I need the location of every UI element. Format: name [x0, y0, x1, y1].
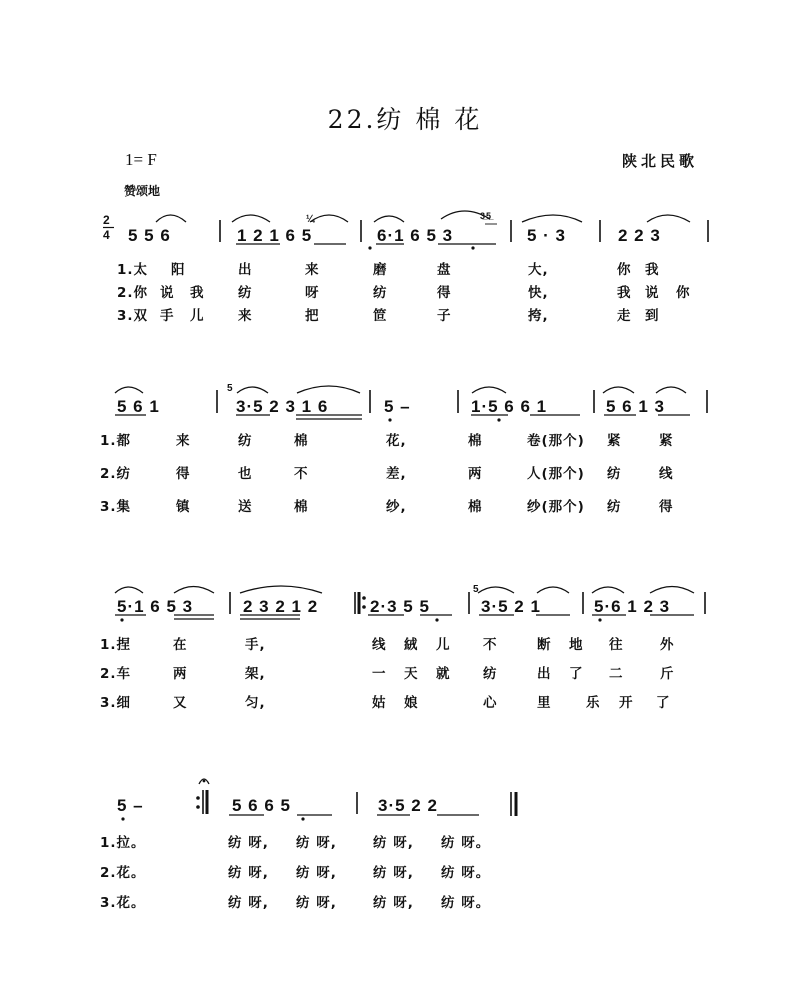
- lyric: 棉: [468, 499, 483, 515]
- slur: [115, 387, 143, 393]
- lyric: 姑: [372, 695, 387, 711]
- lyric: 了: [656, 695, 671, 711]
- lyric: 纺 呀,: [228, 835, 269, 851]
- slur: [156, 215, 186, 222]
- lyric: 纺: [483, 666, 498, 682]
- lyric: 我: [190, 285, 205, 301]
- slur: [592, 587, 624, 593]
- time-signature-bottom: 4: [103, 228, 111, 242]
- lyric: 断: [537, 637, 552, 653]
- lyric: 纺: [607, 499, 622, 515]
- octave-dot: [471, 246, 474, 249]
- measure: 5 6 6 5: [232, 796, 291, 815]
- lyric: 差,: [386, 466, 407, 482]
- octave-dot: [598, 618, 601, 621]
- lyric: 地: [569, 637, 584, 653]
- lyric: 纺 呀。: [441, 895, 491, 911]
- lyric: 阳: [171, 262, 186, 278]
- slur: [656, 387, 686, 393]
- lyric: 你: [617, 262, 632, 278]
- slur: [310, 215, 348, 222]
- lyric: 纺: [607, 466, 622, 482]
- lyric: 3.集: [100, 499, 132, 515]
- measure: 3·5 2 1: [481, 597, 541, 616]
- octave-dot: [121, 817, 124, 820]
- octave-dot: [368, 246, 371, 249]
- lyric: 纱,: [386, 499, 407, 515]
- lyric: 纺 呀,: [296, 895, 337, 911]
- lyric: 两: [173, 666, 188, 682]
- tempo-marking: 赞颂地: [124, 184, 161, 198]
- lyric: 纺 呀,: [373, 895, 414, 911]
- lyric: 里: [537, 695, 552, 711]
- lyric: 纺: [373, 285, 388, 301]
- lyric: 1.捏: [100, 637, 132, 653]
- measure: 6·1 6 5 3: [377, 226, 454, 245]
- lyric: 纺 呀。: [441, 835, 491, 851]
- grace-note: ¼: [306, 214, 316, 225]
- lyric: 纺 呀,: [296, 835, 337, 851]
- lyric: 棉: [468, 433, 483, 449]
- lyric: 子: [437, 308, 452, 324]
- lyric: 二: [609, 666, 624, 682]
- lyric: 絨: [404, 637, 419, 653]
- measure: 5·1 6 5 3: [117, 597, 194, 616]
- lyric: 3.双: [117, 308, 149, 324]
- measure: 5 –: [384, 397, 411, 416]
- lyric: 手,: [245, 637, 266, 653]
- octave-dot: [435, 618, 438, 621]
- grace-note: 5: [227, 383, 234, 394]
- song-title: 22.纺 棉 花: [327, 105, 483, 134]
- lyric: 卷(那个): [527, 433, 585, 449]
- lyric: 3.细: [100, 695, 132, 711]
- lyric: 紧: [607, 433, 622, 449]
- lyric: 挎,: [528, 308, 549, 324]
- grace-note: 3̲5̲: [480, 211, 493, 221]
- lyric: 1.太: [117, 262, 149, 278]
- repeat-dot: [196, 805, 200, 809]
- lyric: 2.花。: [100, 865, 146, 881]
- repeat-dot: [362, 605, 366, 609]
- measure: 5 5 6: [128, 226, 171, 245]
- repeat-dot: [196, 796, 200, 800]
- lyric: 呀: [305, 285, 320, 301]
- lyric: 纺 呀,: [228, 895, 269, 911]
- slur: [522, 215, 582, 222]
- slur: [647, 215, 690, 222]
- octave-dot: [301, 817, 304, 820]
- lyric: 来: [176, 433, 191, 449]
- lyric: 2.车: [100, 666, 132, 682]
- lyric: 一: [372, 666, 387, 682]
- slur: [478, 587, 514, 593]
- lyric: 也: [238, 466, 253, 482]
- measure: 3·5 2 2: [378, 796, 438, 815]
- measure: 2 3 2 1 2: [243, 597, 319, 616]
- lyric: 架,: [245, 666, 266, 682]
- slur: [297, 386, 360, 393]
- key-signature: 1= F: [125, 150, 157, 169]
- lyric: 娘: [404, 695, 419, 711]
- lyric: 线: [372, 637, 387, 653]
- song-source: 陕北民歌: [622, 152, 699, 170]
- slur: [232, 215, 270, 222]
- lyric: 纺: [238, 433, 253, 449]
- lyric: 棉: [294, 499, 309, 515]
- lyric: 花,: [386, 433, 407, 449]
- lyric: 纱(那个): [527, 499, 585, 515]
- lyric: 1.拉。: [100, 835, 146, 851]
- lyric: 棉: [294, 433, 309, 449]
- lyric: 说: [160, 285, 175, 301]
- lyric: 斤: [660, 666, 675, 682]
- measure: 5 6 1: [117, 397, 160, 416]
- lyric: 匀,: [245, 695, 266, 711]
- lyric: 送: [238, 499, 253, 515]
- measure: 5 · 3: [527, 226, 567, 245]
- lyric: 纺 呀,: [373, 835, 414, 851]
- fermata-dot: [203, 780, 206, 783]
- lyric: 不: [294, 466, 309, 482]
- lyric: 心: [483, 695, 498, 711]
- lyric: 大,: [528, 262, 549, 278]
- measure: 3·5 2 3 1 6: [236, 397, 329, 416]
- lyric: 你: [676, 285, 691, 301]
- lyric: 纺 呀,: [228, 865, 269, 881]
- lyric: 到: [645, 308, 660, 324]
- lyric: 盘: [437, 262, 452, 278]
- slur: [472, 387, 506, 393]
- lyric: 磨: [373, 262, 388, 278]
- lyric: 得: [437, 285, 452, 301]
- measure: 1·5 6 6 1: [471, 397, 548, 416]
- slur: [237, 387, 268, 393]
- lyric: 纺 呀。: [441, 865, 491, 881]
- lyric: 就: [436, 666, 451, 682]
- slur: [441, 211, 493, 221]
- lyric: 外: [660, 637, 675, 653]
- time-signature-top: 2: [103, 213, 111, 227]
- lyric: 又: [173, 695, 188, 711]
- lyric: 走: [617, 308, 632, 324]
- grace-note: 5: [473, 584, 480, 595]
- slur: [537, 587, 569, 593]
- lyric: 两: [468, 466, 483, 482]
- lyric: 2.你: [117, 285, 149, 301]
- lyric: 镇: [176, 499, 191, 515]
- lyric: 儿: [436, 637, 451, 653]
- measure: 5 6 1 3: [606, 397, 665, 416]
- lyric: 纺 呀,: [296, 865, 337, 881]
- lyric: 我: [617, 285, 632, 301]
- lyric: 了: [569, 666, 584, 682]
- octave-dot: [388, 418, 391, 421]
- slur: [174, 587, 214, 594]
- lyric: 乐: [586, 695, 601, 711]
- lyric: 纺 呀,: [373, 865, 414, 881]
- lyric: 人(那个): [527, 466, 585, 482]
- lyric: 来: [305, 262, 320, 278]
- lyric: 快,: [528, 285, 549, 301]
- lyric: 开: [619, 695, 634, 711]
- lyric: 我: [645, 262, 660, 278]
- lyric: 往: [609, 637, 624, 653]
- lyric: 线: [659, 466, 674, 482]
- measure: 2·3 5 5: [370, 597, 430, 616]
- measure: 2 2 3: [618, 226, 661, 245]
- lyric: 说: [645, 285, 660, 301]
- repeat-dot: [362, 596, 366, 600]
- octave-dot: [497, 418, 500, 421]
- slur: [650, 587, 694, 594]
- slur: [603, 387, 634, 393]
- slur: [374, 216, 404, 222]
- lyric: 紧: [659, 433, 674, 449]
- lyric: 天: [404, 666, 419, 682]
- lyric: 来: [238, 308, 253, 324]
- lyric: 在: [173, 637, 188, 653]
- slur: [240, 586, 322, 593]
- lyric: 手: [160, 308, 175, 324]
- lyric: 把: [305, 308, 320, 324]
- lyric: 得: [659, 499, 674, 515]
- lyric: 儿: [190, 308, 205, 324]
- lyric: 3.花。: [100, 895, 146, 911]
- lyric: 2.纺: [100, 466, 132, 482]
- measure: 5 –: [117, 796, 144, 815]
- lyric: 不: [483, 637, 498, 653]
- measure: 1 2 1 6 5: [237, 226, 313, 245]
- lyric: 笸: [373, 308, 388, 324]
- lyric: 得: [176, 466, 191, 482]
- measure: 5·6 1 2 3: [594, 597, 671, 616]
- lyric: 出: [238, 262, 253, 278]
- lyric: 1.都: [100, 433, 132, 449]
- lyric: 纺: [238, 285, 253, 301]
- lyric: 出: [537, 666, 552, 682]
- octave-dot: [120, 618, 123, 621]
- slur: [115, 587, 143, 593]
